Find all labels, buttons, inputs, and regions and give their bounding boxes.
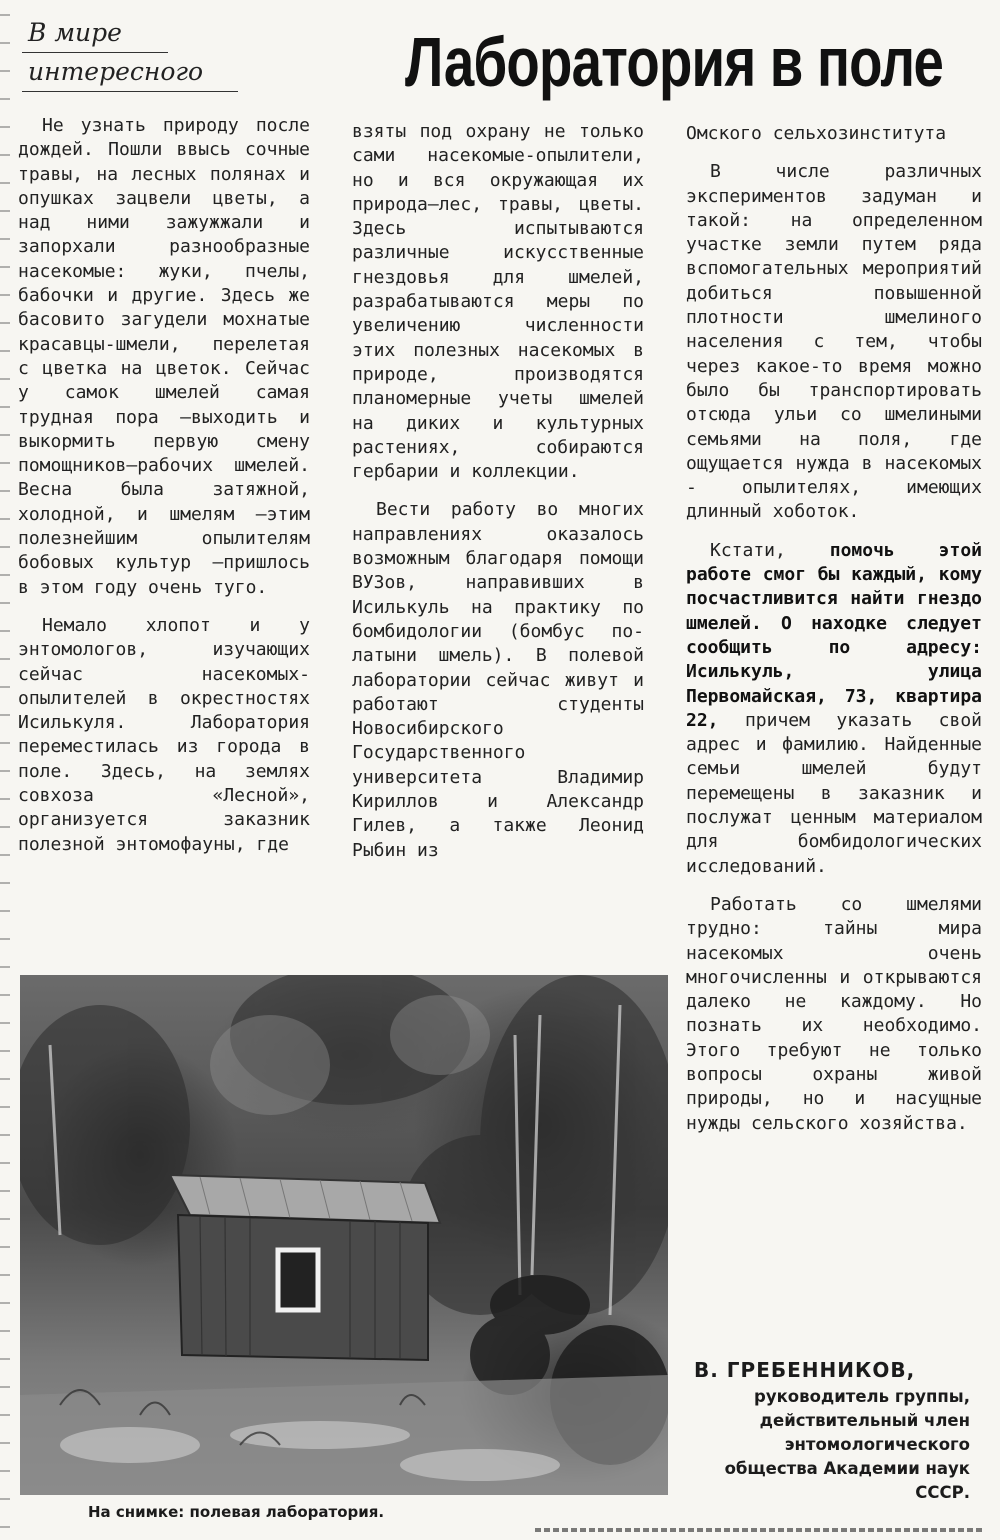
article-column-2 xyxy=(352,120,644,863)
paragraph: взяты под охрану не только сами насекомые-опылители, но и вся окружающая их природа—лес, травы, цветы. Здесь испытываются различные искусственные гнездовья для шмелей, разрабатываются меры по увеличению численности этих полезных насекомых в природе, производятся планомерные учеты шмелей на диких и культурных растениях, собираются гербарии и коллекции. xyxy=(352,121,644,483)
page-edge xyxy=(0,0,10,1540)
paragraph: Не узнать природу после дождей. Пошли ввысь сочные травы, на лесных полянах и опушках зацвели цветы, а над ними зажужжали и запорхали разнообразные насекомые: жуки, пчелы, бабочки и другие. Здесь же басовито загудели мохнатые красавцы-шмели, перелетая с цветка на цветок. Сейчас у самок шмелей самая трудная пора —выходить и выкормить первую смену помощников—рабочих шмелей. Весна была затяжной, холодной, и шмелям —этим полезнейшим опылителям бобовых культур —пришлось в этом году очень туго. xyxy=(18,115,310,598)
role-line: энтомологического xyxy=(784,1435,970,1454)
article-headline: Лаборатория в поле xyxy=(405,23,944,101)
article-column-1 xyxy=(18,114,310,857)
bottom-divider xyxy=(535,1528,985,1532)
appeal-address: помочь этой работе смог бы каждый, кому посчастливится найти гнездо шмелей. О находке следует сообщить по адресу: Исилькуль, улица Первомайская, 73, квартира 22, xyxy=(686,539,982,731)
paragraph: Работать со шмелями трудно: тайны мира насекомых очень многочисленны и открываются далеко не каждому. Но познать их необходимо. Этого требуют не только вопросы охраны живой природы, но и насущные нужды сельского хозяйства. xyxy=(686,893,982,1134)
role-line: руководитель группы, xyxy=(754,1387,970,1406)
paragraph: Вести работу во многих направлениях оказалось возможным благодаря помощи ВУЗов, направивших в Исилькуль на практику по бомбидологии (бомбус по-латыни шмель). В полевой лаборатории сейчас живут и работают студенты Новосибирского Государственного университета Владимир Кириллов и Александр Гилев, а также Леонид Рыбин из xyxy=(352,499,644,861)
paragraph-appeal xyxy=(686,539,982,879)
author-signature xyxy=(688,1355,984,1505)
article-column-3 xyxy=(686,122,982,1136)
paragraph: В числе различных экспериментов задуман и такой: на определенном участке земли путем ряда вспомогательных мероприятий добиться повышенной плотности шмелиного населения с тем, чтобы через какое-то время можно было бы транспортировать отсюда ульи со шмелиными семьями на поля, где ощущается нужда в насекомых - опылителях, имеющих длинный хоботок. xyxy=(686,161,982,523)
rubric-line-1: В мире xyxy=(22,14,168,53)
role-line: СССР. xyxy=(915,1483,970,1502)
paragraph: Немало хлопот и у энтомологов, изучающих сейчас насекомых-опылителей в окрестностях Исилькуля. Лаборатория переместилась из города в поле. Здесь, на землях совхоза «Лесной», организуется заказник полезной энтомофауны, где xyxy=(18,614,310,855)
photo-caption: На снимке: полевая лаборатория. xyxy=(88,1503,385,1521)
rubric xyxy=(22,14,242,92)
author-name: В. ГРЕБЕННИКОВ, xyxy=(694,1358,916,1382)
role-line: общества Академии наук xyxy=(724,1459,970,1478)
rubric-line-2: интересного xyxy=(22,53,238,92)
role-line: действительный член xyxy=(759,1411,970,1430)
field-lab-illustration xyxy=(20,975,668,1495)
appeal-lead: Кстати, xyxy=(710,539,786,561)
paragraph: Омского сельхозинститута xyxy=(686,123,947,144)
field-lab-photo xyxy=(20,975,668,1495)
appeal-tail: причем указать свой адрес и фамилию. Найденные семьи шмелей будут перемещены в заказник и послужат ценным материалом для бомбидологических исследований. xyxy=(686,709,982,877)
author-role xyxy=(688,1385,984,1505)
